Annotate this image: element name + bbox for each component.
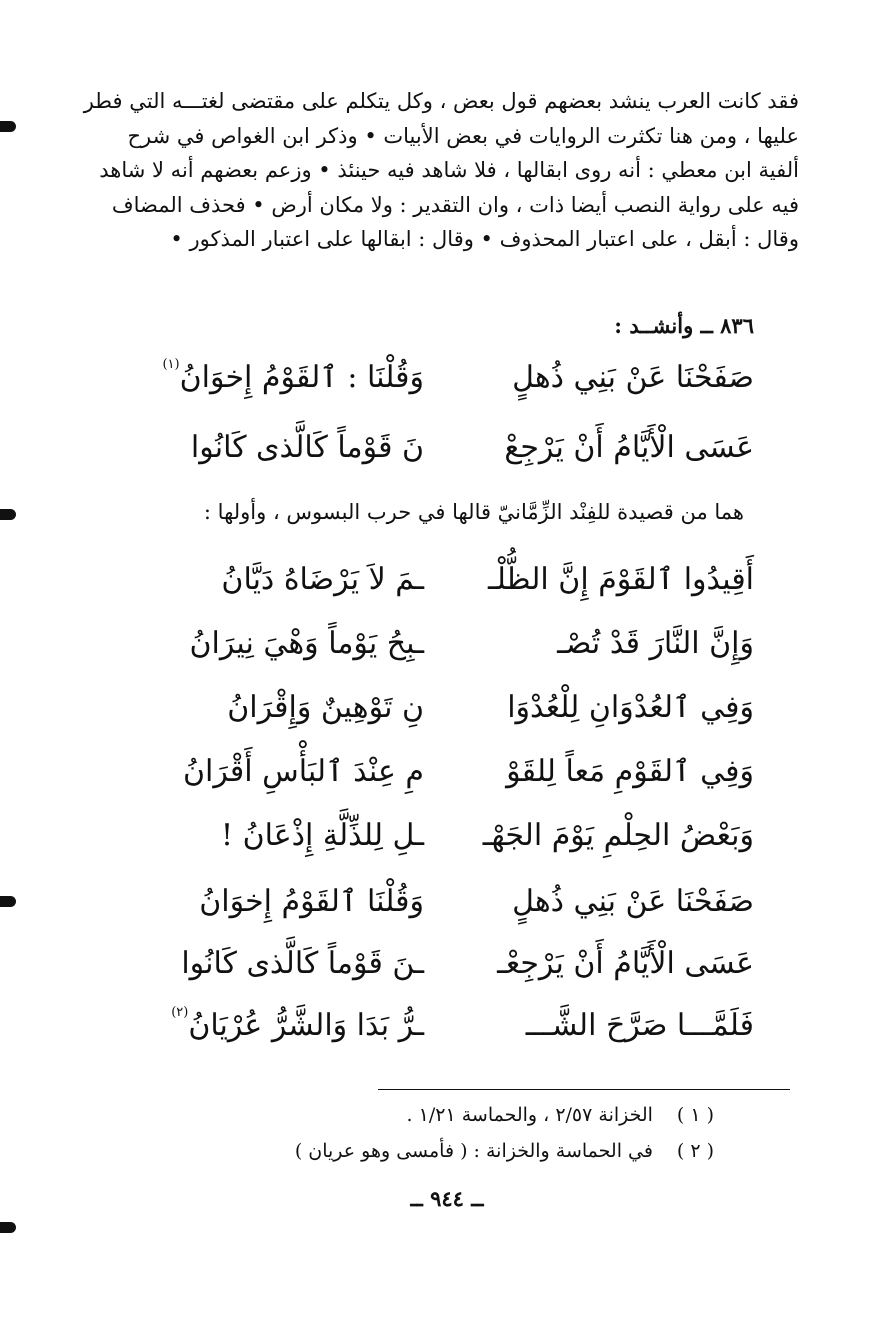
verse-first-hemistich: وَبَعْضُ الحِلْمِ يَوْمَ الجَهْـ — [482, 818, 754, 853]
verse-first-hemistich: فَلَمَّـــا صَرَّحَ الشَّـــ — [525, 1008, 754, 1043]
verse-second-hemistich: مِ عِنْدَ ٱلبَأْسِ أَقْرَانُ — [182, 754, 424, 789]
verse-second-hemistich: ـبِحُ يَوْماً وَهْيَ نِيرَانُ — [189, 626, 424, 661]
prose-line: ألفية ابن معطي : أنه روى ابقالها ، فلا شاهد فيه حينئذ • وزعم بعضهم أنه لا شاهد — [99, 158, 799, 182]
verse-second-hemistich: نَ قَوْماً كَالَّذى كَانُوا — [190, 430, 424, 465]
poem-verse — [120, 688, 754, 728]
prose-line: عليها ، ومن هنا تكثرت الروايات في بعض الأبيات • وذكر ابن الغواص في شرح — [127, 123, 799, 148]
poem-verse — [120, 752, 754, 792]
verse-second-hemistich — [124, 358, 424, 398]
prose-line: فقد كانت العرب ينشد بعضهم قول بعض ، وكل يتكلم على مقتضى لغتـــه التي فطر — [83, 89, 799, 113]
poem-introduction: هما من قصيدة للفِنْد الزِّمَّانيّ قالها في حرب البسوس ، وأولها : — [203, 500, 744, 524]
footnote — [295, 1140, 714, 1162]
footnote-text: الخزانة ٢/٥٧ ، والحماسة ١/٢١ . — [406, 1104, 653, 1126]
scan-edge-mark — [0, 896, 16, 907]
verse-second-hemistich — [124, 1006, 424, 1046]
prose-line: فيه على رواية النصب أيضا ذات ، وان التقدير : ولا مكان أرض • فحذف المضاف — [111, 192, 799, 217]
verse-second-hemistich: ـنَ قَوْماً كَالَّذى كَانُوا — [181, 946, 424, 981]
scan-edge-mark — [0, 121, 16, 132]
scan-edge-mark — [0, 509, 16, 520]
verse-second-hemistich: نِ تَوْهِينٌ وَإِقْرَانُ — [227, 690, 424, 725]
footnote — [407, 1104, 714, 1126]
verse-first-hemistich: وَفِي ٱلقَوْمِ مَعاً لِلقَوْ — [506, 754, 754, 789]
footnote-marker: (١) — [162, 357, 180, 372]
verse-second-hemistich-text: ـرُّ بَدَا وَالشَّرُّ عُرْيَانُ — [188, 1008, 424, 1043]
footnote-marker: (٢) — [171, 1005, 189, 1020]
verse-second-hemistich: ـلِ لِلذِّلَّةِ إِذْعَانُ ! — [221, 818, 424, 853]
footnote-number: ( ٢ ) — [676, 1140, 714, 1162]
entry-heading: ٨٣٦ ــ وأنشــد : — [614, 313, 754, 338]
poem-verse — [120, 944, 754, 984]
page-number: ــ ٩٤٤ ــ — [410, 1186, 484, 1211]
verse-second-hemistich: وَقُلْنَا ٱلقَوْمُ إِخوَانُ — [199, 884, 424, 919]
prose-line: وقال : أبقل ، على اعتبار المحذوف • وقال : ابقالها على اعتبار المذكور • — [170, 227, 799, 251]
poem-verse — [120, 882, 754, 922]
verse-first-hemistich: عَسَى الْأَيَّامُ أَنْ يَرْجِعْـ — [497, 946, 754, 981]
poem-verse — [120, 358, 754, 398]
verse-first-hemistich: أَقِيدُوا ٱلقَوْمَ إِنَّ الظُّلْـ — [487, 562, 754, 597]
verse-second-hemistich: ـمَ لاَ يَرْضَاهُ دَيَّانُ — [221, 562, 424, 597]
poem-verse — [120, 560, 754, 600]
prose-paragraph — [52, 84, 799, 257]
verse-first-hemistich: عَسَى الْأَيَّامُ أَنْ يَرْجِعْ — [504, 430, 754, 465]
footnote-number: ( ١ ) — [676, 1104, 714, 1126]
verse-first-hemistich: صَفَحْنَا عَنْ بَنِي ذُهلٍ — [512, 884, 754, 919]
poem-verse — [120, 816, 754, 856]
verse-first-hemistich: وَإِنَّ النَّارَ قَدْ تُصْـ — [557, 626, 754, 661]
verse-first-hemistich: صَفَحْنَا عَنْ بَنِي ذُهلٍ — [512, 360, 754, 395]
verse-first-hemistich: وَفِي ٱلعُدْوَانِ لِلْعُدْوَا — [507, 690, 754, 725]
verse-second-hemistich-text: وَقُلْنَا : ٱلقَوْمُ إِخوَانُ — [179, 360, 424, 395]
poem-verse — [120, 1006, 754, 1046]
footnote-text: في الحماسة والخزانة : ( فأمسى وهو عريان ) — [294, 1140, 653, 1162]
scan-edge-mark — [0, 1222, 16, 1233]
poem-verse — [120, 428, 754, 468]
footnote-divider — [378, 1089, 790, 1090]
poem-verse — [120, 624, 754, 664]
